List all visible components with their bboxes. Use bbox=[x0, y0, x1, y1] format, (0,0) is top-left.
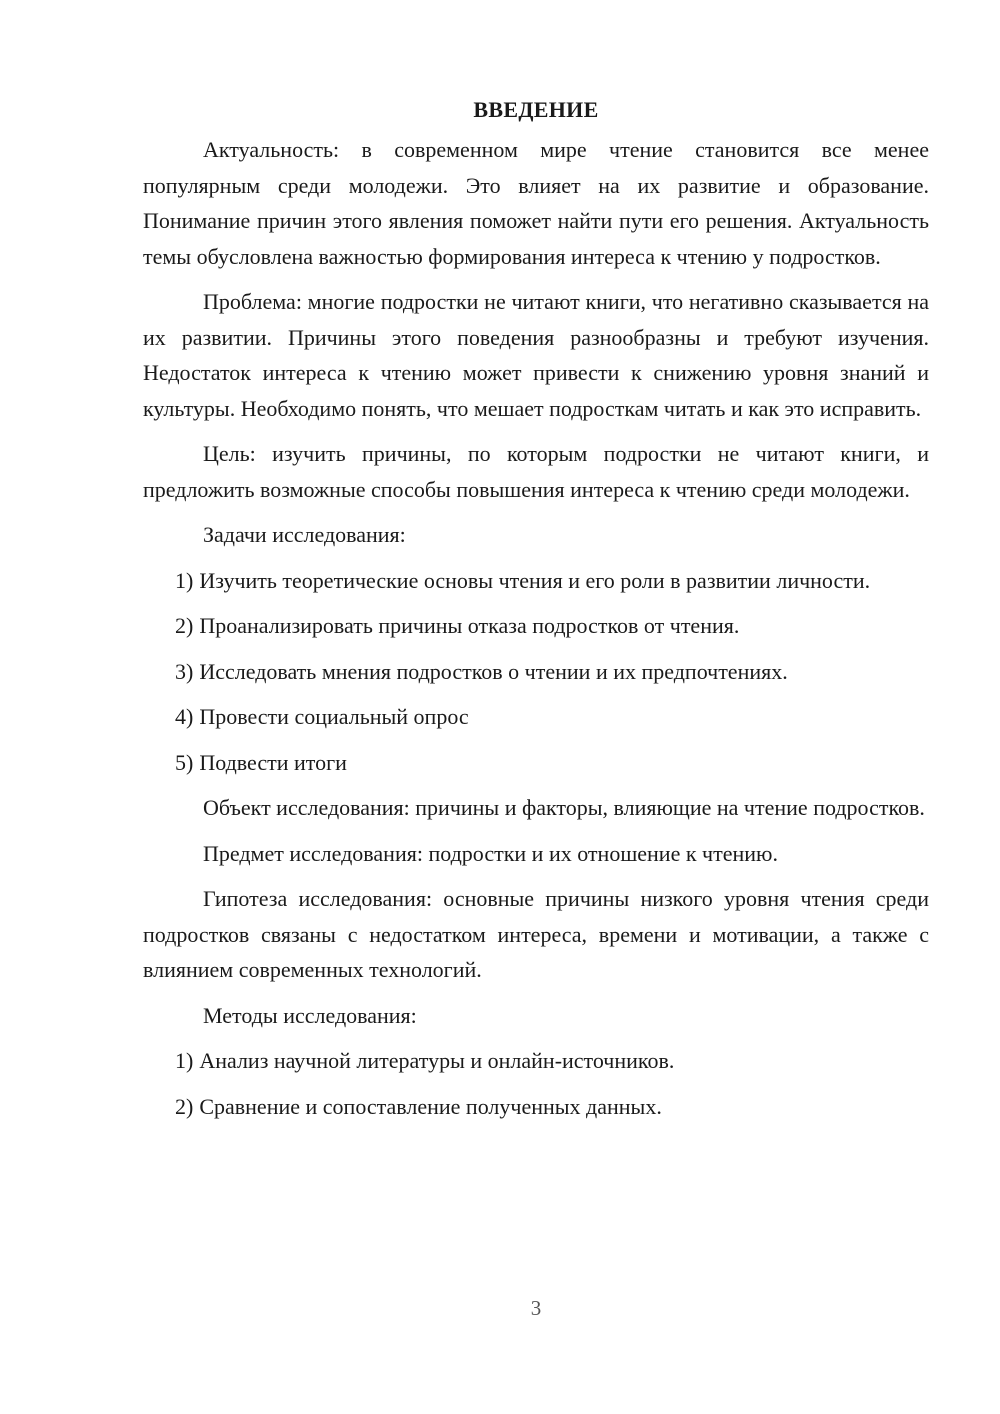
object-paragraph: Объект исследования: причины и факторы, влияющие на чтение подростков. bbox=[203, 795, 925, 820]
relevance-paragraph: Актуальность: в современном мире чтение становится все менее популярным среди молодежи. Это влияет на их развитие и образование. Понимание причин этого явления поможет найти пути его решения. Актуальность темы обусловлена важностью формирования интереса к чтению у подростков. bbox=[143, 137, 929, 269]
list-item-text: Подвести итоги bbox=[199, 749, 347, 775]
goal-paragraph: Цель: изучить причины, по которым подростки не читают книги, и предложить возможные способы повышения интереса к чтению среди молодежи. bbox=[143, 441, 929, 502]
list-item-text: Сравнение и сопоставление полученных данных. bbox=[199, 1093, 662, 1119]
list-item-number: 2) bbox=[175, 613, 194, 638]
tasks-heading: Задачи исследования: bbox=[203, 522, 406, 547]
methods-list bbox=[143, 1043, 929, 1124]
page-number: 3 bbox=[530, 1296, 542, 1320]
subject-paragraph: Предмет исследования: подростки и их отношение к чтению. bbox=[203, 840, 778, 866]
list-item-text: Исследовать мнения подростков о чтении и их предпочтениях. bbox=[199, 658, 788, 684]
list-item-number: 1) bbox=[175, 1048, 194, 1073]
problem-paragraph: Проблема: многие подростки не читают книги, что негативно сказывается на их развитии. Причины этого поведения разнообразны и требуют изучения. Недостаток интереса к чтению может привести к снижению уровня знаний и культуры. Необходимо понять, что мешает подросткам читать и как это исправить. bbox=[143, 289, 929, 421]
list-item-number: 3) bbox=[175, 658, 194, 684]
section-title: ВВЕДЕНИЕ bbox=[473, 97, 599, 122]
list-item bbox=[143, 745, 929, 781]
list-item bbox=[143, 1089, 929, 1125]
list-item bbox=[143, 1043, 929, 1079]
list-item-number: 2) bbox=[175, 1093, 194, 1119]
list-item bbox=[143, 654, 929, 690]
list-item bbox=[143, 608, 929, 644]
methods-heading: Методы исследования: bbox=[203, 1002, 417, 1028]
list-item-text: Анализ научной литературы и онлайн-источников. bbox=[199, 1048, 675, 1073]
list-item-number: 1) bbox=[175, 567, 194, 593]
list-item-text: Изучить теоретические основы чтения и его роли в развитии личности. bbox=[199, 567, 871, 593]
document-page bbox=[143, 92, 929, 1134]
hypothesis-paragraph: Гипотеза исследования: основные причины низкого уровня чтения среди подростков связаны с недостатком интереса, времени и мотивации, а также с влиянием современных технологий. bbox=[143, 886, 929, 982]
list-item-text: Проанализировать причины отказа подростков от чтения. bbox=[199, 613, 740, 638]
tasks-list bbox=[143, 563, 929, 781]
list-item-text: Провести социальный опрос bbox=[199, 704, 469, 729]
list-item bbox=[143, 699, 929, 735]
list-item bbox=[143, 563, 929, 599]
list-item-number: 5) bbox=[175, 749, 194, 775]
list-item-number: 4) bbox=[175, 704, 194, 729]
